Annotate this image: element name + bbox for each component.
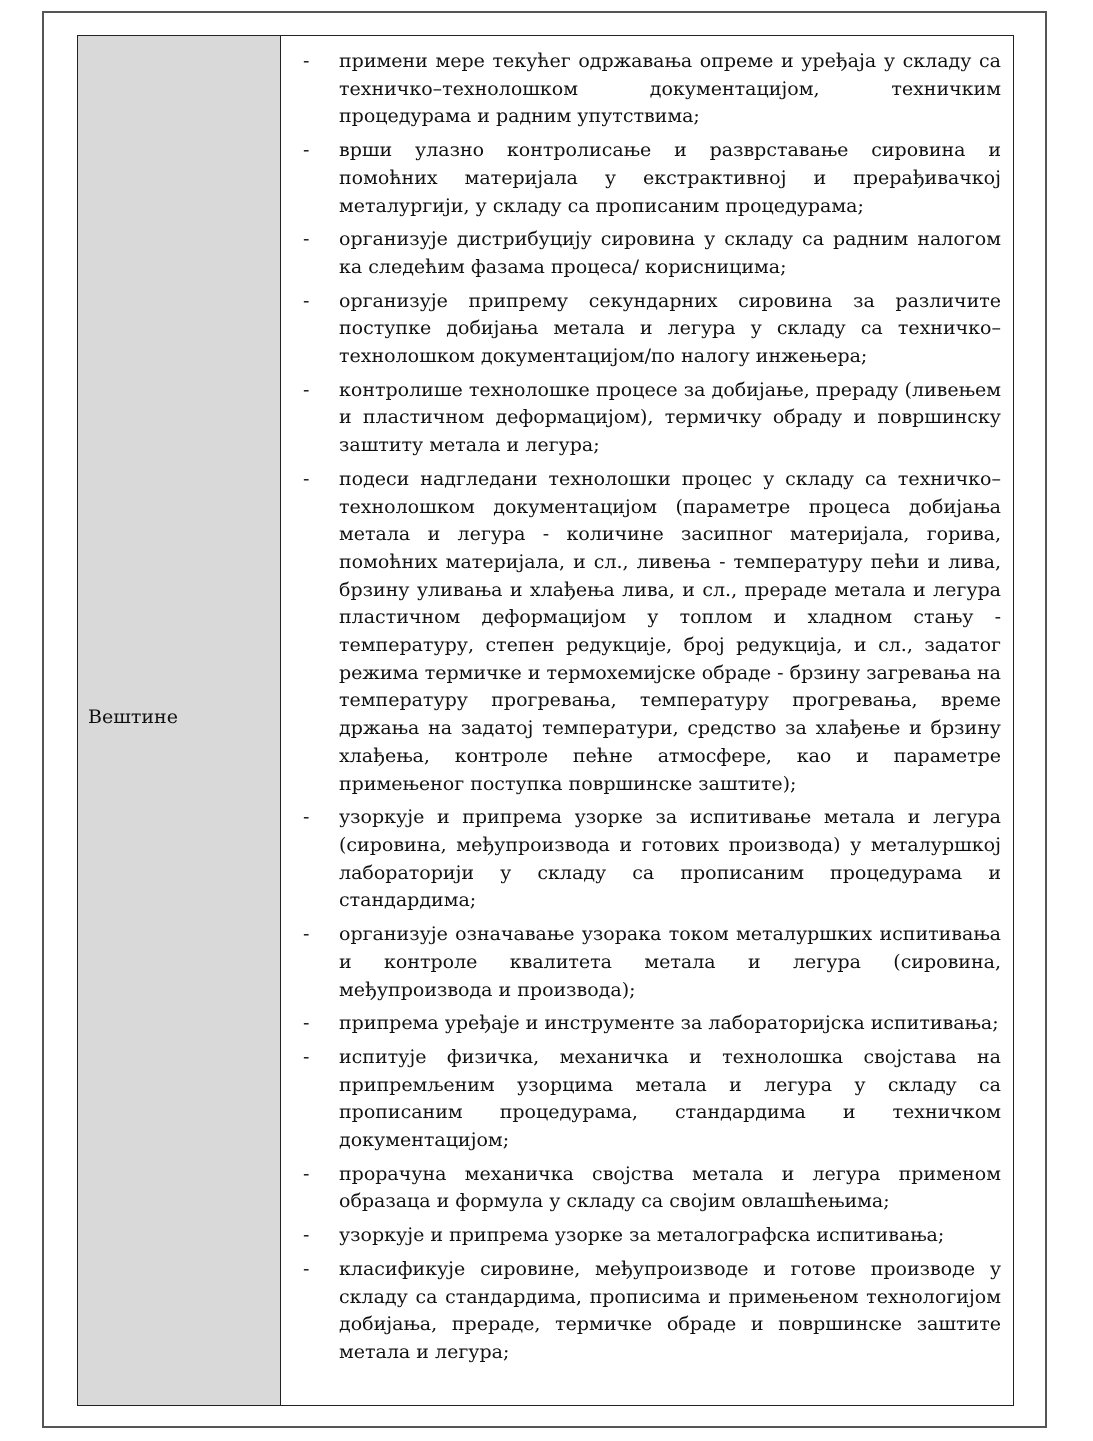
skill-text: контролише технолошке процесе за добијање, прераду (ливењем и пластичном деформацијом), термичку обраду и површинску заштиту метала и легура; <box>339 378 1001 457</box>
dash-bullet: - <box>303 1045 310 1068</box>
content-cell <box>281 36 1013 1405</box>
skill-text: врши улазно контролисање и разврставање сировина и помоћних материјала у екстрактивној и прерађивачкој металургији, у складу са прописаним процедурама; <box>339 139 1001 217</box>
dash-bullet: - <box>303 50 310 72</box>
skill-text: организује означавање узорака током металуршких испитивања и контроле квалитета метала и легура (сировина, међупроизвода и производа); <box>339 923 1001 1001</box>
list-item <box>303 1256 1001 1367</box>
skill-text: узоркује и припрема узорке за металографска испитивања; <box>339 1224 945 1247</box>
dash-bullet: - <box>303 228 310 251</box>
dash-bullet: - <box>303 923 310 946</box>
dash-bullet: - <box>303 1162 310 1185</box>
skill-text: подеси надгледани технолошки процес у складу са техничко–технолошком документацијом (параметре процеса добијања метала и легура - количине засипног материјала, горива, помоћних материјала, и сл., ливења - температуру пећи и лива, брзину уливања и хлађења лива, и сл., прераде метала и легура пластичном деформацијом у топлом и хладном стању - температуру, степен редукције, број редукција, и сл., задатог режима термичке и термохемијске обраде - брзину загревања на температуру прогревања, температуру прогревања, време држања на задатој температури, средство за хлађење и брзину хлађења, контроле пећне атмосфере, као и параметре примењеног поступка површинске заштите); <box>339 467 1001 795</box>
skill-text: класификује сировине, међупроизводе и готове производе у складу са стандардима, прописима и примењеном технологијом добијања, прераде, термичке обраде и површинске заштите метала и легура; <box>339 1257 1001 1363</box>
dash-bullet: - <box>303 1012 310 1035</box>
skills-list <box>303 48 1001 1367</box>
list-item <box>303 1161 1001 1216</box>
dash-bullet: - <box>303 806 310 829</box>
skills-table <box>77 35 1014 1406</box>
skill-text: примени мере текућег одржавања опреме и уређаја у складу са техничко–технолошком документацијом, техничким процедурама и радним упутствима; <box>339 50 1001 128</box>
row-label: Вештине <box>88 705 178 728</box>
skill-text: прорачуна механичка својства метала и легура применом образаца и формула у складу са својим овлашћењима; <box>339 1162 1001 1213</box>
list-item <box>303 1222 1001 1250</box>
list-item <box>303 137 1001 220</box>
list-item <box>303 288 1001 371</box>
dash-bullet: - <box>303 378 310 401</box>
list-item <box>303 1010 1001 1038</box>
dash-bullet: - <box>303 1257 310 1280</box>
skill-text: испитује физичка, механичка и технолошка својстава на припремљеним узорцима метала и легура у складу са прописаним процедурама, стандардима и техничком документацијом; <box>339 1045 1001 1152</box>
skill-text: организује припрему секундарних сировина за различите поступке добијања метала и легура у складу са техничко–технолошком документацијом/по налогу инжењера; <box>339 289 1001 368</box>
skill-text: припрема уређаје и инструменте за лабораторијска испитивања; <box>339 1012 999 1035</box>
list-item <box>303 48 1001 131</box>
skill-text: организује дистрибуцију сировина у складу са радним налогом ка следећим фазама процеса/ корисницима; <box>339 228 1001 278</box>
list-item <box>303 466 1001 798</box>
dash-bullet: - <box>303 139 310 162</box>
dash-bullet: - <box>303 1224 310 1247</box>
dash-bullet: - <box>303 289 310 312</box>
list-item <box>303 804 1001 915</box>
list-item <box>303 921 1001 1004</box>
list-item <box>303 377 1001 460</box>
dash-bullet: - <box>303 467 310 490</box>
list-item <box>303 226 1001 281</box>
label-cell <box>78 36 281 1405</box>
list-item <box>303 1044 1001 1155</box>
skill-text: узоркује и припрема узорке за испитивање метала и легура (сировина, међупроизвода и готових производа) у металуршкој лабораторији у складу са прописаним процедурама и стандардима; <box>339 806 1001 912</box>
